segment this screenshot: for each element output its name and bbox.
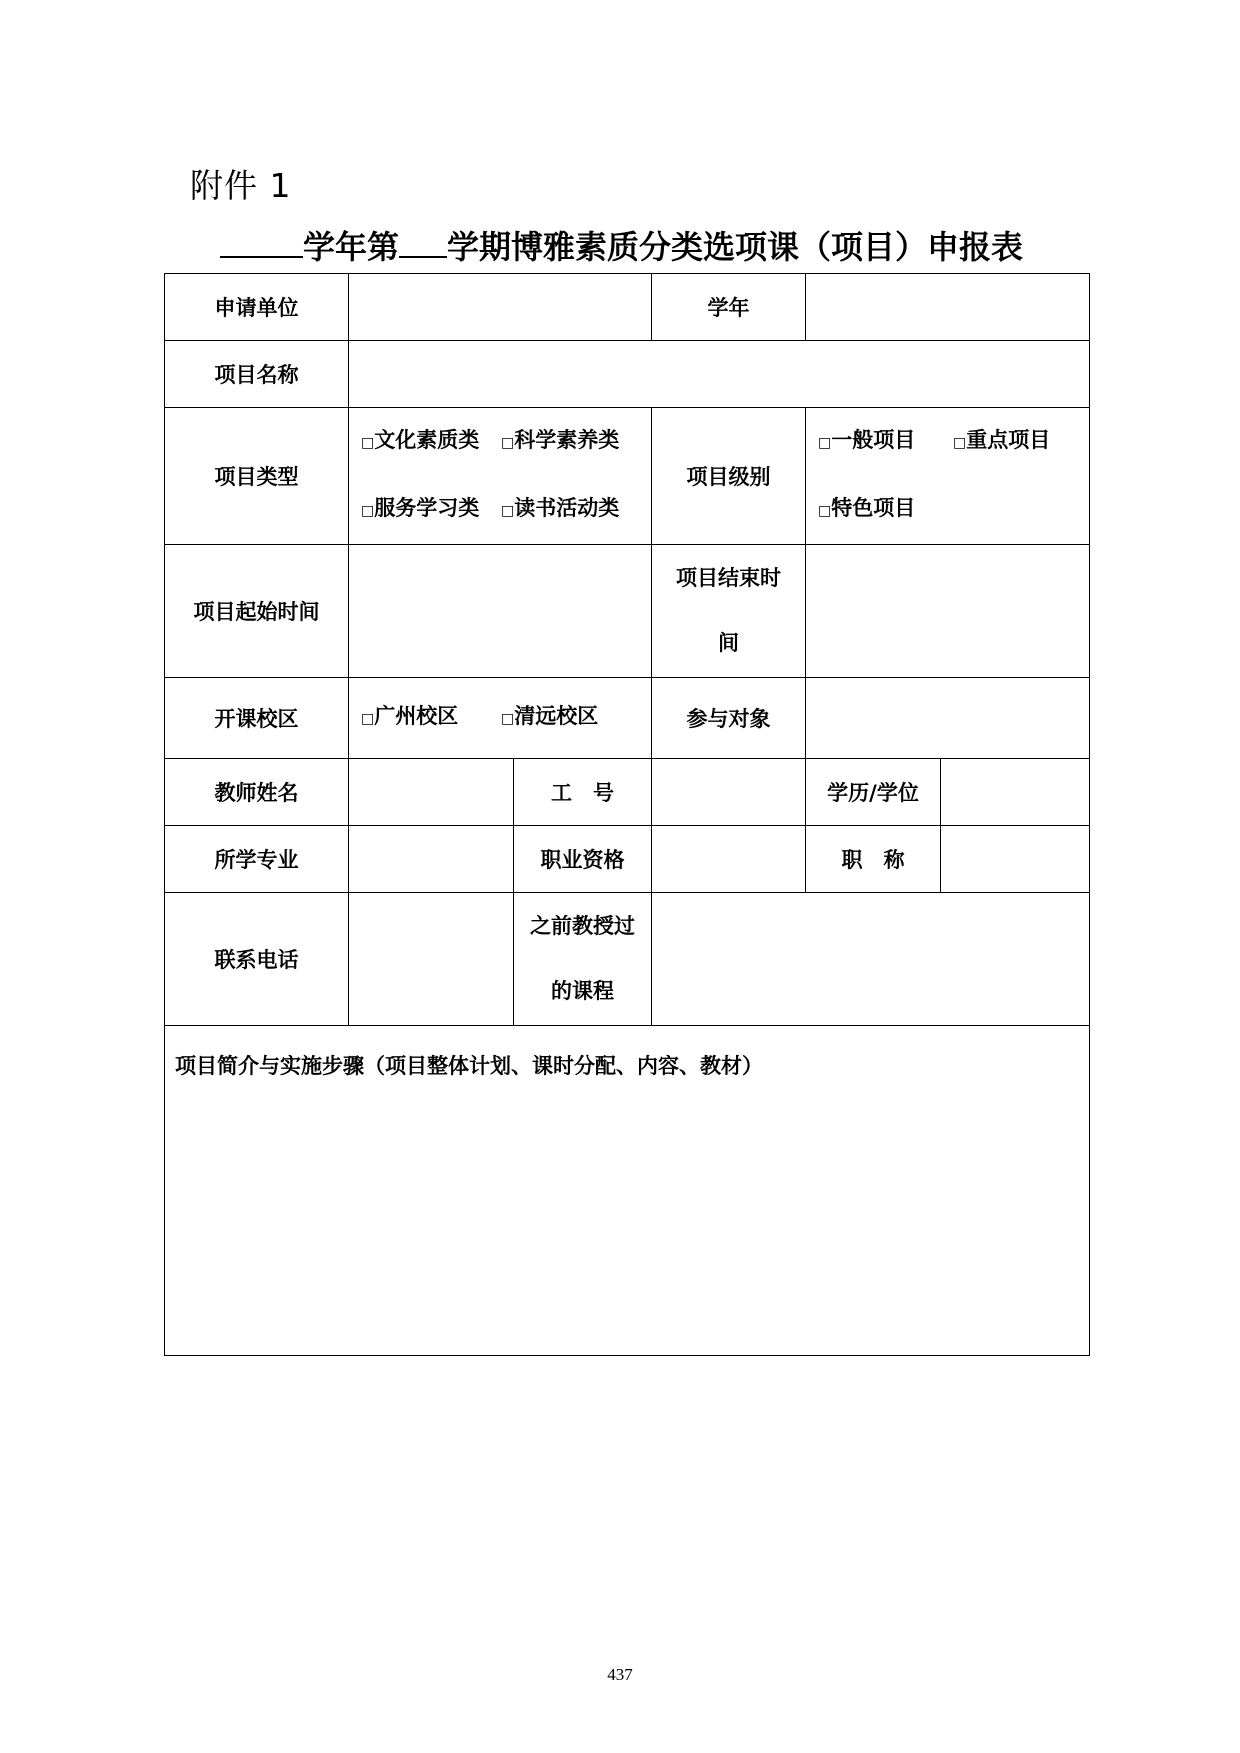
input-project-name[interactable] xyxy=(349,341,1090,408)
label-project-level: 项目级别 xyxy=(652,408,806,545)
checkbox-icon: □ xyxy=(361,435,375,451)
label-title-rank: 职 称 xyxy=(806,826,941,893)
page-number: 437 xyxy=(607,1665,633,1684)
option-guangzhou[interactable]: □广州校区 xyxy=(361,684,501,752)
semester-blank xyxy=(399,230,447,258)
input-prev-courses[interactable] xyxy=(652,893,1090,1026)
option-general[interactable]: □一般项目 xyxy=(818,408,953,476)
label-applicant-unit: 申请单位 xyxy=(165,274,349,341)
attachment-label: 附件 1 xyxy=(190,166,292,205)
title-part1: 学年第 xyxy=(303,228,400,266)
application-form xyxy=(164,273,1090,1356)
label-campus: 开课校区 xyxy=(165,678,349,759)
input-qualification[interactable] xyxy=(652,826,806,893)
input-participants[interactable] xyxy=(806,678,1090,759)
checkbox-icon: □ xyxy=(818,503,832,519)
checkbox-icon: □ xyxy=(501,435,515,451)
input-end-time[interactable] xyxy=(806,545,1090,678)
project-level-options xyxy=(806,408,1090,545)
label-intro: 项目简介与实施步骤（项目整体计划、课时分配、内容、教材） xyxy=(175,1054,763,1078)
label-academic-year: 学年 xyxy=(652,274,806,341)
input-phone[interactable] xyxy=(349,893,514,1026)
label-project-name: 项目名称 xyxy=(165,341,349,408)
form-title xyxy=(220,222,1023,268)
year-blank xyxy=(220,230,303,258)
label-start-time: 项目起始时间 xyxy=(165,545,349,678)
option-science[interactable]: □科学素养类 xyxy=(501,408,619,476)
input-start-time[interactable] xyxy=(349,545,652,678)
input-major[interactable] xyxy=(349,826,514,893)
input-title-rank[interactable] xyxy=(941,826,1090,893)
input-staff-id[interactable] xyxy=(652,759,806,826)
label-participants: 参与对象 xyxy=(652,678,806,759)
input-teacher-name[interactable] xyxy=(349,759,514,826)
input-applicant-unit[interactable] xyxy=(349,274,652,341)
checkbox-icon: □ xyxy=(361,503,375,519)
checkbox-icon: □ xyxy=(361,711,375,727)
campus-options xyxy=(349,678,652,759)
project-type-options xyxy=(349,408,652,545)
label-education: 学历/学位 xyxy=(806,759,941,826)
option-featured[interactable]: □特色项目 xyxy=(818,476,915,544)
checkbox-icon: □ xyxy=(953,435,967,451)
option-key[interactable]: □重点项目 xyxy=(953,408,1050,476)
input-education[interactable] xyxy=(941,759,1090,826)
input-academic-year[interactable] xyxy=(806,274,1090,341)
label-teacher-name: 教师姓名 xyxy=(165,759,349,826)
option-qingyuan[interactable]: □清远校区 xyxy=(501,684,598,752)
label-phone: 联系电话 xyxy=(165,893,349,1026)
label-end-time: 项目结束时 间 xyxy=(652,545,806,678)
option-reading[interactable]: □读书活动类 xyxy=(501,476,619,544)
checkbox-icon: □ xyxy=(501,711,515,727)
intro-section[interactable] xyxy=(165,1026,1090,1356)
option-culture[interactable]: □文化素质类 xyxy=(361,408,501,476)
label-qualification: 职业资格 xyxy=(514,826,652,893)
option-service[interactable]: □服务学习类 xyxy=(361,476,501,544)
label-major: 所学专业 xyxy=(165,826,349,893)
checkbox-icon: □ xyxy=(818,435,832,451)
checkbox-icon: □ xyxy=(501,503,515,519)
label-project-type: 项目类型 xyxy=(165,408,349,545)
label-prev-courses: 之前教授过 的课程 xyxy=(514,893,652,1026)
title-part2: 学期博雅素质分类选项课（项目）申报表 xyxy=(447,228,1024,266)
label-staff-id: 工 号 xyxy=(514,759,652,826)
